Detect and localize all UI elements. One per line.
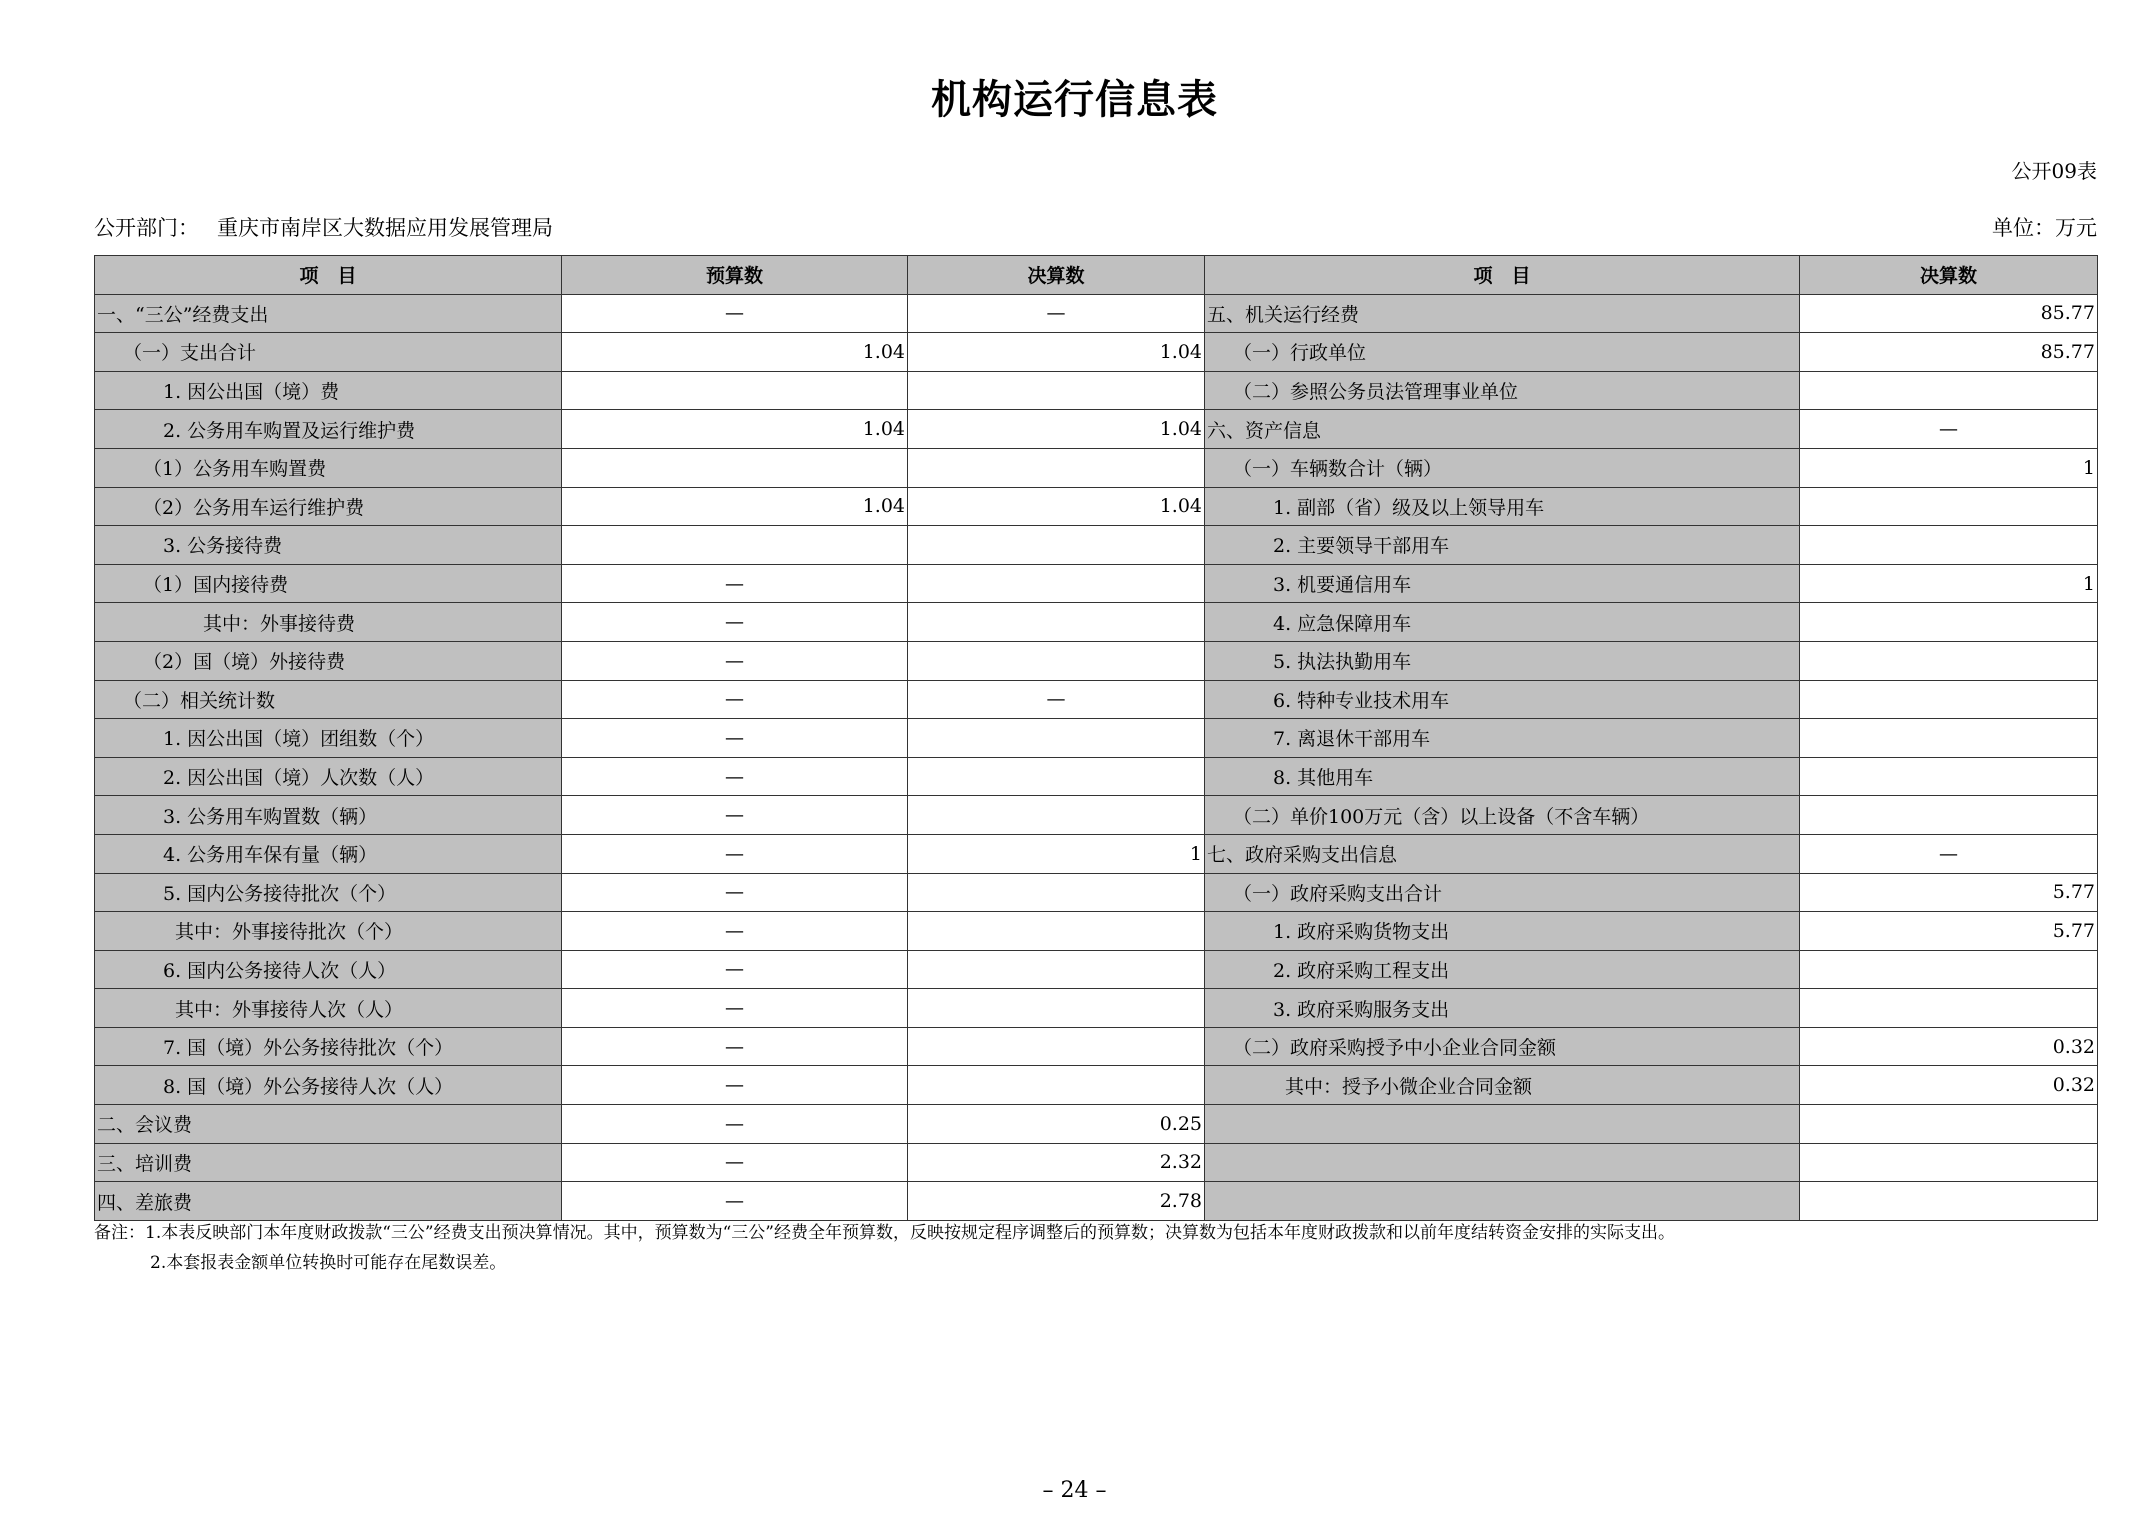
budget-cell: — — [562, 564, 908, 603]
budget-cell: — — [562, 912, 908, 951]
budget-cell: — — [562, 873, 908, 912]
final-cell — [908, 950, 1205, 989]
final-cell — [908, 371, 1205, 410]
final-cell — [908, 1027, 1205, 1066]
right-item-cell: 五、机关运行经费 — [1205, 294, 1800, 333]
notes — [94, 1218, 1675, 1278]
final-cell — [908, 1066, 1205, 1105]
right-final-cell — [1800, 989, 2098, 1028]
table-row — [95, 371, 2098, 410]
right-final-cell: 5.77 — [1800, 912, 2098, 951]
header-item-right: 项 目 — [1205, 256, 1800, 295]
left-item-cell: （1）公务用车购置费 — [95, 448, 562, 487]
table-row — [95, 1143, 2098, 1182]
left-item-cell: （2）国（境）外接待费 — [95, 641, 562, 680]
right-final-cell — [1800, 757, 2098, 796]
left-item-cell: （一）支出合计 — [95, 333, 562, 372]
right-item-cell — [1205, 1182, 1800, 1221]
left-item-cell: 2. 公务用车购置及运行维护费 — [95, 410, 562, 449]
right-final-cell: — — [1800, 410, 2098, 449]
table-header-row — [95, 256, 2098, 295]
table-row — [95, 1027, 2098, 1066]
final-cell: 1.04 — [908, 410, 1205, 449]
budget-cell: — — [562, 1143, 908, 1182]
right-item-cell: 8. 其他用车 — [1205, 757, 1800, 796]
right-item-cell: 5. 执法执勤用车 — [1205, 641, 1800, 680]
final-cell: 1.04 — [908, 487, 1205, 526]
page-title: 机构运行信息表 — [931, 77, 1218, 123]
right-final-cell — [1800, 603, 2098, 642]
table-row — [95, 1182, 2098, 1221]
header-final-right: 决算数 — [1800, 256, 2098, 295]
right-final-cell: 0.32 — [1800, 1066, 2098, 1105]
table-row — [95, 603, 2098, 642]
final-cell — [908, 719, 1205, 758]
table-row — [95, 410, 2098, 449]
table-row — [95, 873, 2098, 912]
right-item-cell: （一）行政单位 — [1205, 333, 1800, 372]
left-item-cell: （1）国内接待费 — [95, 564, 562, 603]
header-item: 项 目 — [95, 256, 562, 295]
final-cell — [908, 912, 1205, 951]
right-final-cell: 1 — [1800, 564, 2098, 603]
left-item-cell: 4. 公务用车保有量（辆） — [95, 834, 562, 873]
right-final-cell — [1800, 680, 2098, 719]
right-item-cell: （二）单价100万元（含）以上设备（不含车辆） — [1205, 796, 1800, 835]
right-item-cell: （二）政府采购授予中小企业合同金额 — [1205, 1027, 1800, 1066]
right-final-cell — [1800, 1143, 2098, 1182]
budget-cell: — — [562, 834, 908, 873]
budget-cell: 1.04 — [562, 333, 908, 372]
right-final-cell — [1800, 950, 2098, 989]
right-item-cell — [1205, 1105, 1800, 1144]
budget-cell: — — [562, 294, 908, 333]
right-final-cell: 85.77 — [1800, 294, 2098, 333]
left-item-cell: 二、会议费 — [95, 1105, 562, 1144]
final-cell: — — [908, 680, 1205, 719]
final-cell — [908, 526, 1205, 565]
right-item-cell — [1205, 1143, 1800, 1182]
right-item-cell: 3. 机要通信用车 — [1205, 564, 1800, 603]
right-item-cell: （一）车辆数合计（辆） — [1205, 448, 1800, 487]
right-final-cell — [1800, 371, 2098, 410]
final-cell — [908, 989, 1205, 1028]
right-item-cell: 六、资产信息 — [1205, 410, 1800, 449]
left-item-cell: 7. 国（境）外公务接待批次（个） — [95, 1027, 562, 1066]
right-final-cell: 1 — [1800, 448, 2098, 487]
left-item-cell: 2. 因公出国（境）人次数（人） — [95, 757, 562, 796]
table-row — [95, 680, 2098, 719]
right-item-cell: 2. 政府采购工程支出 — [1205, 950, 1800, 989]
table-row — [95, 950, 2098, 989]
table-row — [95, 834, 2098, 873]
left-item-cell: （二）相关统计数 — [95, 680, 562, 719]
left-item-cell: 3. 公务用车购置数（辆） — [95, 796, 562, 835]
note-1: 备注：1.本表反映部门本年度财政拨款“三公”经费支出预决算情况。其中，预算数为“三公”经费全年预算数，反映按规定程序调整后的预算数；决算数为包括本年度财政拨款和以前年度结转资金安排的实际支出。 — [94, 1223, 1675, 1243]
header-info-line — [94, 212, 2097, 242]
table-body — [95, 294, 2098, 1220]
right-item-cell: 1. 政府采购货物支出 — [1205, 912, 1800, 951]
left-item-cell: 其中：外事接待批次（个） — [95, 912, 562, 951]
right-item-cell: 七、政府采购支出信息 — [1205, 834, 1800, 873]
budget-cell: — — [562, 1105, 908, 1144]
table-row — [95, 294, 2098, 333]
budget-cell: — — [562, 719, 908, 758]
budget-cell: — — [562, 950, 908, 989]
unit-label: 单位：万元 — [1992, 216, 2097, 240]
left-item-cell: 1. 因公出国（境）费 — [95, 371, 562, 410]
page-number: – 24 – — [1042, 1478, 1107, 1503]
right-final-cell: — — [1800, 834, 2098, 873]
department-info — [94, 212, 553, 242]
right-item-cell: （一）政府采购支出合计 — [1205, 873, 1800, 912]
left-item-cell: （2）公务用车运行维护费 — [95, 487, 562, 526]
budget-cell: — — [562, 641, 908, 680]
budget-cell: — — [562, 1182, 908, 1221]
budget-cell: — — [562, 1066, 908, 1105]
note-2: 2.本套报表金额单位转换时可能存在尾数误差。 — [150, 1253, 507, 1273]
right-item-cell: （二）参照公务员法管理事业单位 — [1205, 371, 1800, 410]
table-row — [95, 333, 2098, 372]
left-item-cell: 一、“三公”经费支出 — [95, 294, 562, 333]
table-row — [95, 989, 2098, 1028]
right-item-cell: 其中：授予小微企业合同金额 — [1205, 1066, 1800, 1105]
right-final-cell: 0.32 — [1800, 1027, 2098, 1066]
budget-cell: 1.04 — [562, 487, 908, 526]
final-cell: 1 — [908, 834, 1205, 873]
final-cell — [908, 757, 1205, 796]
table-row — [95, 757, 2098, 796]
table-row — [95, 912, 2098, 951]
left-item-cell: 8. 国（境）外公务接待人次（人） — [95, 1066, 562, 1105]
right-item-cell: 7. 离退休干部用车 — [1205, 719, 1800, 758]
right-item-cell: 1. 副部（省）级及以上领导用车 — [1205, 487, 1800, 526]
budget-cell: 1.04 — [562, 410, 908, 449]
left-item-cell: 其中：外事接待费 — [95, 603, 562, 642]
final-cell: — — [908, 294, 1205, 333]
budget-cell: — — [562, 757, 908, 796]
budget-cell — [562, 448, 908, 487]
right-final-cell — [1800, 1105, 2098, 1144]
header-budget: 预算数 — [562, 256, 908, 295]
department-value: 重庆市南岸区大数据应用发展管理局 — [217, 216, 553, 240]
right-final-cell: 85.77 — [1800, 333, 2098, 372]
final-cell: 2.78 — [908, 1182, 1205, 1221]
table-row — [95, 564, 2098, 603]
left-item-cell: 四、差旅费 — [95, 1182, 562, 1221]
final-cell: 0.25 — [908, 1105, 1205, 1144]
left-item-cell: 其中：外事接待人次（人） — [95, 989, 562, 1028]
form-number: 公开09表 — [2011, 159, 2097, 183]
left-item-cell: 5. 国内公务接待批次（个） — [95, 873, 562, 912]
right-final-cell: 5.77 — [1800, 873, 2098, 912]
right-item-cell: 6. 特种专业技术用车 — [1205, 680, 1800, 719]
left-item-cell: 6. 国内公务接待人次（人） — [95, 950, 562, 989]
right-item-cell: 3. 政府采购服务支出 — [1205, 989, 1800, 1028]
final-cell — [908, 796, 1205, 835]
right-final-cell — [1800, 1182, 2098, 1221]
budget-cell — [562, 371, 908, 410]
final-cell — [908, 641, 1205, 680]
budget-cell: — — [562, 796, 908, 835]
right-final-cell — [1800, 526, 2098, 565]
table-row — [95, 719, 2098, 758]
table-row — [95, 796, 2098, 835]
table-row — [95, 448, 2098, 487]
final-cell — [908, 603, 1205, 642]
left-item-cell: 三、培训费 — [95, 1143, 562, 1182]
final-cell — [908, 873, 1205, 912]
department-label: 公开部门： — [94, 216, 199, 240]
budget-cell: — — [562, 989, 908, 1028]
right-final-cell — [1800, 487, 2098, 526]
left-item-cell: 1. 因公出国（境）团组数（个） — [95, 719, 562, 758]
table-row — [95, 641, 2098, 680]
budget-cell: — — [562, 603, 908, 642]
table-row — [95, 1066, 2098, 1105]
info-table — [94, 255, 2098, 1221]
right-item-cell: 2. 主要领导干部用车 — [1205, 526, 1800, 565]
table-row — [95, 526, 2098, 565]
final-cell — [908, 564, 1205, 603]
budget-cell: — — [562, 680, 908, 719]
table-row — [95, 487, 2098, 526]
header-final: 决算数 — [908, 256, 1205, 295]
final-cell — [908, 448, 1205, 487]
final-cell: 1.04 — [908, 333, 1205, 372]
right-item-cell: 4. 应急保障用车 — [1205, 603, 1800, 642]
right-final-cell — [1800, 796, 2098, 835]
final-cell: 2.32 — [908, 1143, 1205, 1182]
budget-cell — [562, 526, 908, 565]
left-item-cell: 3. 公务接待费 — [95, 526, 562, 565]
right-final-cell — [1800, 719, 2098, 758]
budget-cell: — — [562, 1027, 908, 1066]
right-final-cell — [1800, 641, 2098, 680]
table-row — [95, 1105, 2098, 1144]
